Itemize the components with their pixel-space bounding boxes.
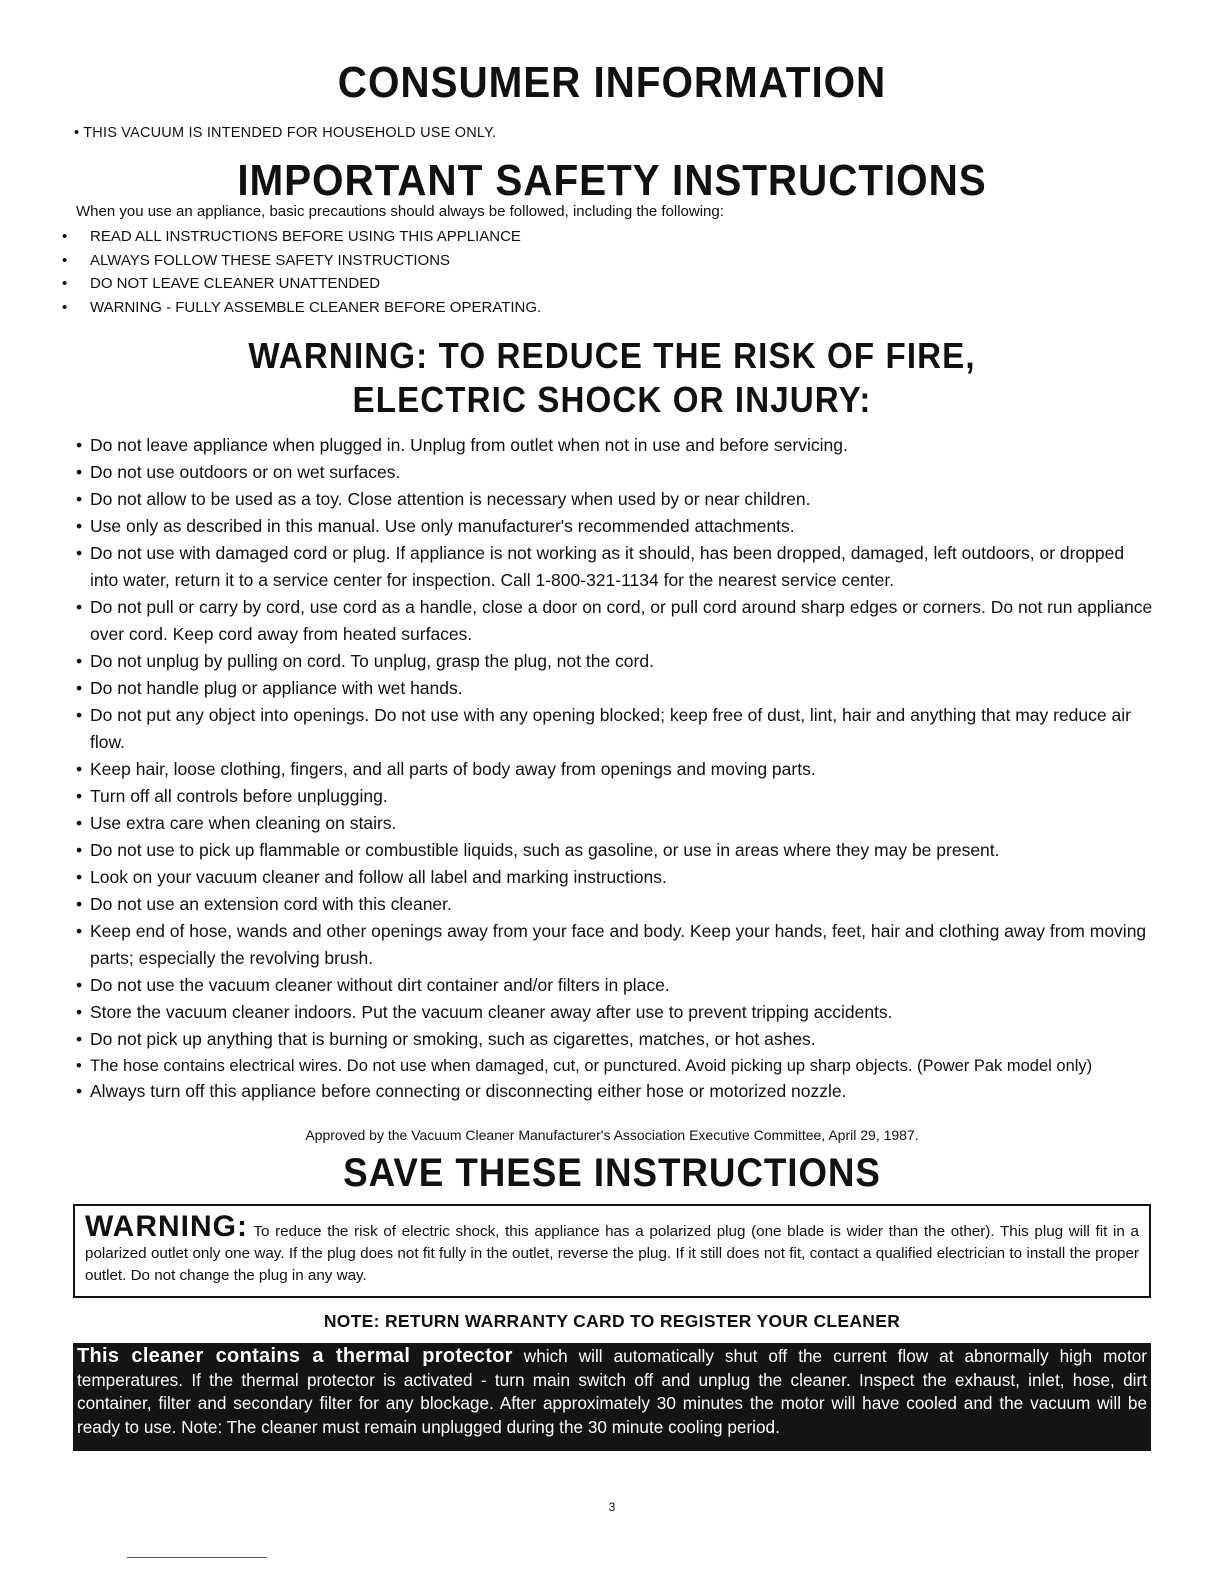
safety-instructions-heading: IMPORTANT SAFETY INSTRUCTIONS xyxy=(237,156,987,205)
list-item: • Do not use an extension cord with this cleaner. xyxy=(90,891,1155,918)
list-item: • Do not unplug by pulling on cord. To unplug, grasp the plug, not the cord. xyxy=(90,648,1155,675)
basic-precautions-list xyxy=(76,225,541,319)
list-item: • Use only as described in this manual. Use only manufacturer's recommended attachments. xyxy=(90,513,1155,540)
polarized-plug-warning-text: To reduce the risk of electric shock, this appliance has a polarized plug (one blade is wider than the other). This plug will fit in a polarized outlet only one way. If the plug does not fit fully in the outlet, reverse the plug. If it still does not fit, contact a qualified electrician to install the proper outlet. Do not change the plug in any way. xyxy=(85,1223,1139,1284)
list-item: • Do not use the vacuum cleaner without dirt container and/or filters in place. xyxy=(90,972,1155,999)
warning-label: WARNING: xyxy=(85,1210,248,1243)
thermal-protector-text: which will automatically shut off the current flow at abnormally high motor temperatures. If the thermal protector is activated - turn main switch off and unplug the cleaner. Inspect the exhaust, inlet, hose, dirt container, filter and secondary filter for any blockage. After approximately 30 minutes the motor will have cooled and the vacuum will be ready to use. Note: The cleaner must remain unplugged during the 30 minute cooling period. xyxy=(77,1346,1148,1437)
safety-intro: When you use an appliance, basic precautions should always be followed, including the following: xyxy=(76,203,724,220)
list-item: • Do not put any object into openings. Do not use with any opening blocked; keep free of dust, lint, hair and anything that may reduce air flow. xyxy=(90,702,1155,756)
list-item: • Turn off all controls before unplugging. xyxy=(90,783,1155,810)
warning-heading-line1: WARNING: TO REDUCE THE RISK OF FIRE, xyxy=(248,335,976,376)
save-instructions-heading: SAVE THESE INSTRUCTIONS xyxy=(343,1151,881,1195)
list-item: • Do not use with damaged cord or plug. If appliance is not working as it should, has been dropped, damaged, left outdoors, or dropped into water, return it to a service center for inspection. Call 1-800-321-1134 for the nearest service center. xyxy=(90,540,1155,594)
list-item: • Do not pull or carry by cord, use cord as a handle, close a door on cord, or pull cord around sharp edges or corners. Do not run appliance over cord. Keep cord away from heated surfaces. xyxy=(90,594,1155,648)
list-item: • Do not allow to be used as a toy. Close attention is necessary when used by or near children. xyxy=(90,486,1155,513)
list-item: • Do not handle plug or appliance with wet hands. xyxy=(90,675,1155,702)
list-item: • Look on your vacuum cleaner and follow all label and marking instructions. xyxy=(90,864,1155,891)
list-item: • Do not pick up anything that is burning or smoking, such as cigarettes, matches, or hot ashes. xyxy=(90,1026,1155,1053)
list-item: • Store the vacuum cleaner indoors. Put the vacuum cleaner away after use to prevent tripping accidents. xyxy=(90,999,1155,1026)
list-item: • Use extra care when cleaning on stairs. xyxy=(90,810,1155,837)
safety-items-list xyxy=(90,432,1155,1105)
list-item: • Always turn off this appliance before connecting or disconnecting either hose or motorized nozzle. xyxy=(90,1078,1155,1105)
list-item: • Keep end of hose, wands and other openings away from your face and body. Keep your hands, feet, hair and clothing away from moving parts; especially the revolving brush. xyxy=(90,918,1155,972)
list-item: • ALWAYS FOLLOW THESE SAFETY INSTRUCTIONS xyxy=(76,249,541,273)
warranty-note: NOTE: RETURN WARRANTY CARD TO REGISTER YOUR CLEANER xyxy=(323,1311,901,1331)
list-item: • Keep hair, loose clothing, fingers, and all parts of body away from openings and moving parts. xyxy=(90,756,1155,783)
page-title: CONSUMER INFORMATION xyxy=(337,58,887,107)
approval-note: Approved by the Vacuum Cleaner Manufacturer's Association Executive Committee, April 29, 1987. xyxy=(305,1127,919,1143)
footer-rule xyxy=(127,1557,267,1558)
polarized-plug-warning-box xyxy=(73,1204,1151,1298)
list-item: • Do not use to pick up flammable or combustible liquids, such as gasoline, or use in areas where they may be present. xyxy=(90,837,1155,864)
thermal-protector-box xyxy=(73,1343,1151,1451)
list-item: • Do not leave appliance when plugged in. Unplug from outlet when not in use and before servicing. xyxy=(90,432,1155,459)
list-item: • WARNING - FULLY ASSEMBLE CLEANER BEFORE OPERATING. xyxy=(76,296,541,320)
warning-heading-line2: ELECTRIC SHOCK OR INJURY: xyxy=(352,379,872,420)
list-item: • Do not use outdoors or on wet surfaces. xyxy=(90,459,1155,486)
list-item: • READ ALL INSTRUCTIONS BEFORE USING THIS APPLIANCE xyxy=(76,225,541,249)
list-item: • The hose contains electrical wires. Do not use when damaged, cut, or punctured. Avoid picking up sharp objects. (Power Pak model only) xyxy=(90,1056,1155,1076)
list-item: • DO NOT LEAVE CLEANER UNATTENDED xyxy=(76,272,541,296)
page-number: 3 xyxy=(608,1500,616,1514)
household-use-note: • THIS VACUUM IS INTENDED FOR HOUSEHOLD USE ONLY. xyxy=(74,125,497,141)
thermal-protector-lead: This cleaner contains a thermal protector xyxy=(77,1345,513,1367)
